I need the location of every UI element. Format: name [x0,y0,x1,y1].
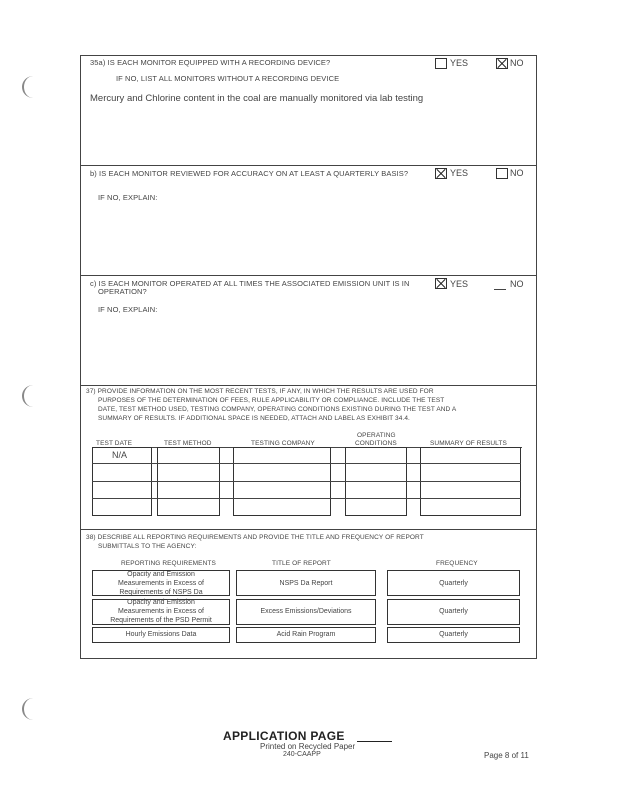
q37-header-operating-2: CONDITIONS [355,440,397,447]
q38-header-frequency: FREQUENCY [436,560,478,567]
binder-hole-top [22,76,36,98]
q38-row-3-req-line1: Hourly Emissions Data [125,631,197,638]
q38-row-2-frequency-text: Quarterly [439,608,468,615]
q35b-question: b) IS EACH MONITOR REVIEWED FOR ACCURACY ON AT LEAST A QUARTERLY BASIS? [90,169,409,178]
q35b-no-checkbox[interactable] [496,168,508,179]
q38-row-2-req-line3: Requirements of the PSD Permit [110,617,212,624]
q35b-yes-label: YES [450,168,469,178]
q35c-question-line2: OPERATION? [98,287,147,296]
q37-line3: DATE, TEST METHOD USED, TESTING COMPANY, OPERATING CONDITIONS EXISTING DURING THE TEST AND A [98,406,457,413]
q38-row-1-title-text: NSPS Da Report [279,580,333,587]
q35c-no-label: NO [510,279,524,289]
q37-header-test-method: TEST METHOD [164,440,212,447]
q35a-sub-label: IF NO, LIST ALL MONITORS WITHOUT A RECORDING DEVICE [116,74,340,83]
section-35a [80,55,537,166]
q35a-no-checkbox[interactable] [496,58,508,69]
footer-printed: Printed on Recycled Paper [260,742,356,751]
q38-header-title: TITLE OF REPORT [272,560,331,567]
q35a-question: 35a) IS EACH MONITOR EQUIPPED WITH A RECORDING DEVICE? [90,58,331,67]
q38-row-1-req-line2: Measurements in Excess of [118,580,204,587]
q35b-yes-checkbox[interactable] [435,168,447,179]
q38-row-2-title-text: Excess Emissions/Deviations [260,608,352,615]
q35b-sub-label: IF NO, EXPLAIN: [98,193,158,202]
q38-row-1-req-line3: Requirements of NSPS Da [119,589,203,596]
q35a-response[interactable]: Mercury and Chlorine content in the coal are manually monitored via lab testing [90,93,424,104]
q38-row-1-req-line1: Opacity and Emission [127,571,195,578]
q37-line1: 37) PROVIDE INFORMATION ON THE MOST RECENT TESTS, IF ANY, IN WHICH THE RESULTS ARE USED FOR [86,388,434,395]
q37-header-test-date: TEST DATE [96,440,133,447]
q37-line2: PURPOSES OF THE DETERMINATION OF FEES, RULE APPLICABILITY OR COMPLIANCE. INCLUDE THE TEST [98,397,445,404]
q37-line4: SUMMARY OF RESULTS. IF ADDITIONAL SPACE IS NEEDED, ATTACH AND LABEL AS EXHIBIT 34.4. [98,415,410,422]
q35b-no-label: NO [510,168,524,178]
q37-header-operating-1: OPERATING [357,432,396,439]
footer-page-number: Page 8 of 11 [484,751,529,760]
footer-title: APPLICATION PAGE [223,729,345,743]
q35a-yes-label: YES [450,58,469,68]
q38-row-2-req-line2: Measurements in Excess of [118,608,204,615]
q38-row-3-title-text: Acid Rain Program [276,631,336,638]
q35c-question-line1: c) IS EACH MONITOR OPERATED AT ALL TIMES THE ASSOCIATED EMISSION UNIT IS IN [90,279,410,288]
q38-line2: SUBMITTALS TO THE AGENCY: [98,543,197,550]
q38-row-1-frequency-text: Quarterly [439,580,468,587]
q37-row-rule [92,481,521,482]
q38-header-requirements: REPORTING REQUIREMENTS [121,560,216,567]
q37-header-testing-company: TESTING COMPANY [251,440,315,447]
q35c-yes-checkbox[interactable] [435,278,447,289]
section-35b [80,165,537,276]
footer-code: 240-CAAPP [283,751,321,758]
q35c-no-checkbox[interactable] [494,289,506,290]
q38-row-3-frequency-text: Quarterly [439,631,468,638]
q38-row-2-req-line1: Opacity and Emission [127,599,195,606]
binder-hole-bottom [22,698,36,720]
q37-row-rule [92,498,521,499]
q37-first-test-date: N/A [112,450,128,460]
q37-row-rule [92,463,521,464]
section-35c [80,275,537,386]
q35a-yes-checkbox[interactable] [435,58,447,69]
binder-hole-middle [22,385,36,407]
q37-header-summary: SUMMARY OF RESULTS [430,440,507,447]
footer-title-rule [357,741,392,742]
q35a-no-label: NO [510,58,524,68]
q38-line1: 38) DESCRIBE ALL REPORTING REQUIREMENTS AND PROVIDE THE TITLE AND FREQUENCY OF REPORT [86,534,424,541]
q35c-yes-label: YES [450,279,469,289]
q35c-sub-label: IF NO, EXPLAIN: [98,305,158,314]
